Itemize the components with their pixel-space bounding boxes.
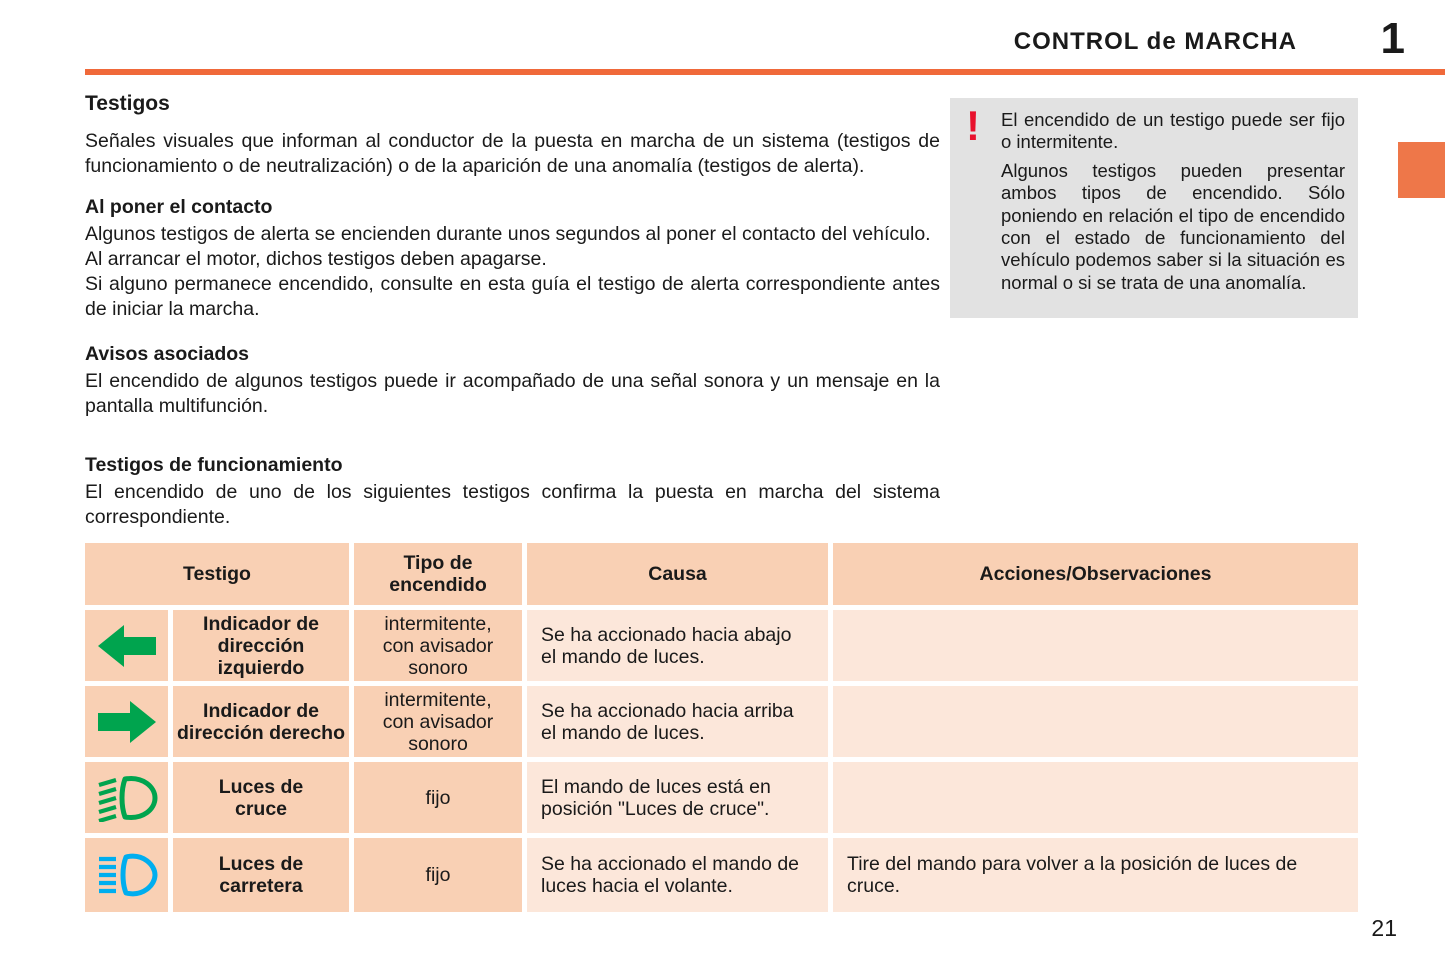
page-number: 21 [1371, 915, 1397, 941]
subheading-al-poner-el-contacto: Al poner el contacto [85, 196, 273, 218]
table-row-acciones [833, 686, 1358, 757]
avisos-paragraph: El encendido de algunos testigos puede ir acompañado de una señal sonora y un mensaje en la pantalla multifunción. [85, 370, 940, 417]
exclamation-icon: ! [966, 102, 980, 149]
table-row-causa: Se ha accionado hacia abajo el mando de luces. [527, 610, 828, 681]
funcionamiento-paragraph: El encendido de uno de los siguientes testigos confirma la puesta en marcha del sistema correspondiente. [85, 481, 940, 528]
table-row-tipo: intermitente, con avisador sonoro [354, 610, 522, 681]
table-row-tipo: fijo [354, 838, 522, 912]
high-beam-headlight-icon [85, 838, 168, 912]
table-row-acciones: Tire del mando para volver a la posición de luces de cruce. [833, 838, 1358, 912]
table-row-name: Indicador de dirección derecho [173, 686, 349, 757]
left-turn-indicator-icon [85, 610, 168, 681]
important-note-box [950, 98, 1358, 318]
table-row-name: Indicador de dirección izquierdo [173, 610, 349, 681]
table-header-testigo: Testigo [85, 543, 349, 605]
indicator-table [85, 543, 1358, 912]
table-row-causa: Se ha accionado el mando de luces hacia el volante. [527, 838, 828, 912]
header-rule [85, 69, 1445, 75]
table-row-tipo: intermitente, con avisador sonoro [354, 686, 522, 757]
al-poner-paragraph: Al arrancar el motor, dichos testigos deben apagarse. [85, 248, 547, 270]
subheading-avisos-asociados: Avisos asociados [85, 343, 250, 365]
table-row-tipo: fijo [354, 762, 522, 833]
table-header-causa: Causa [527, 543, 828, 605]
table-row-acciones [833, 762, 1358, 833]
note-paragraph: El encendido de un testigo puede ser fijo o intermitente. [1001, 109, 1345, 153]
note-text [1001, 109, 1345, 310]
page-title: CONTROL de MARCHA [1013, 28, 1297, 55]
subheading-testigos-de-funcionamiento: Testigos de funcionamiento [85, 454, 343, 476]
right-turn-indicator-icon [85, 686, 168, 757]
table-row-name: Luces de carretera [173, 838, 349, 912]
al-poner-paragraph: Si alguno permanece encendido, consulte en esta guía el testigo de alerta correspondiente antes de iniciar la marcha. [85, 273, 940, 320]
table-row-causa: El mando de luces está en posición "Luces de cruce". [527, 762, 828, 833]
testigos-intro: Señales visuales que informan al conductor de la puesta en marcha de un sistema (testigos de funcionamiento o de neutralización) o de la aparición de una anomalía (testigos de alerta). [85, 130, 940, 177]
table-header-tipo: Tipo de encendido [354, 543, 522, 605]
al-poner-paragraph: Algunos testigos de alerta se encienden durante unos segundos al poner el contacto del vehículo. [85, 223, 931, 245]
chapter-number: 1 [1380, 14, 1405, 63]
table-row-causa: Se ha accionado hacia arriba el mando de luces. [527, 686, 828, 757]
note-paragraph: Algunos testigos pueden presentar ambos tipos de encendido. Sólo poniendo en relación el tipo de encendido con el estado de funcionamiento del vehículo podemos saber si la situación es normal o si se trata de una anomalía. [1001, 159, 1345, 293]
section-heading-testigos: Testigos [85, 92, 170, 115]
main-text-column [85, 92, 940, 530]
chapter-edge-tab [1398, 142, 1445, 198]
low-beam-headlight-icon [85, 762, 168, 833]
table-row-name: Luces de cruce [173, 762, 349, 833]
table-row-acciones [833, 610, 1358, 681]
table-header-acciones: Acciones/Observaciones [833, 543, 1358, 605]
